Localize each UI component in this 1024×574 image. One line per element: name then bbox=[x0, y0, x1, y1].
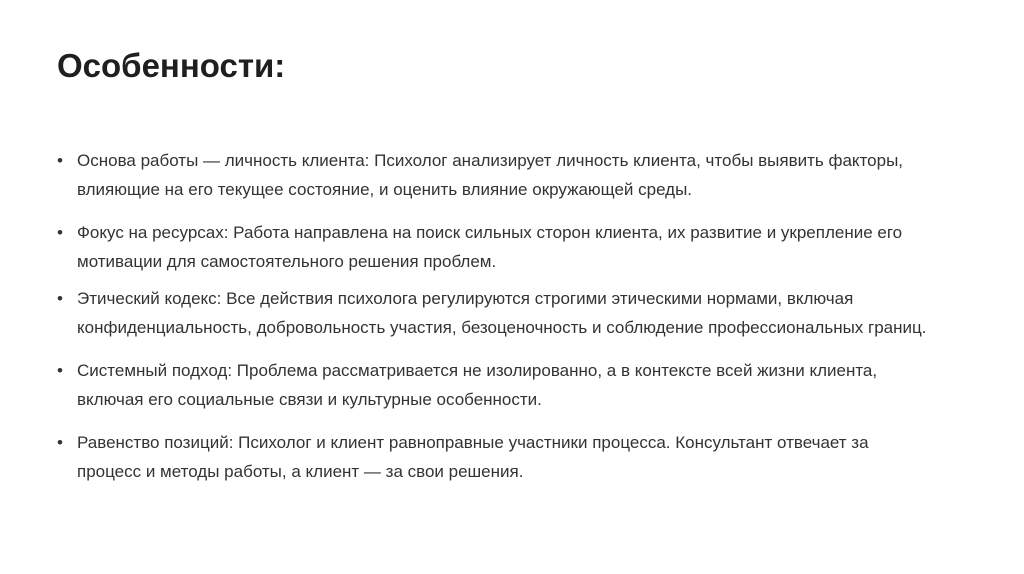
bullet-item-3 bbox=[57, 284, 937, 342]
bullet-item-1 bbox=[57, 146, 937, 204]
bullet-item-4 bbox=[57, 356, 937, 414]
bullet-dot-icon: • bbox=[57, 223, 63, 242]
bullet-dot-icon: • bbox=[57, 433, 63, 452]
bullet-text: Системный подход: Проблема рассматривается не изолированно, а в контексте всей жизни клиента, включая его социальные связи и культурные особенности. bbox=[77, 361, 878, 409]
bullet-list bbox=[57, 146, 937, 486]
bullet-text: Равенство позиций: Психолог и клиент равноправные участники процесса. Консультант отвечает за процесс и методы работы, а клиент — за свои решения. bbox=[77, 433, 869, 481]
bullet-item-5 bbox=[57, 428, 937, 486]
bullet-dot-icon: • bbox=[57, 151, 63, 170]
bullet-dot-icon: • bbox=[57, 361, 63, 380]
slide-title: Особенности: bbox=[57, 47, 286, 84]
bullet-dot-icon: • bbox=[57, 289, 63, 308]
bullet-text: Основа работы — личность клиента: Психолог анализирует личность клиента, чтобы выявить факторы, влияющие на его текущее состояние, и оценить влияние окружающей среды. bbox=[77, 151, 904, 199]
bullet-text: Фокус на ресурсах: Работа направлена на поиск сильных сторон клиента, их развитие и укрепление его мотивации для самостоятельного решения проблем. bbox=[77, 223, 903, 271]
bullet-item-2 bbox=[57, 218, 937, 276]
bullet-text: Этический кодекс: Все действия психолога регулируются строгими этическими нормами, включая конфиденциальность, добровольность участия, безоценочность и соблюдение профессиональных границ. bbox=[77, 289, 927, 337]
